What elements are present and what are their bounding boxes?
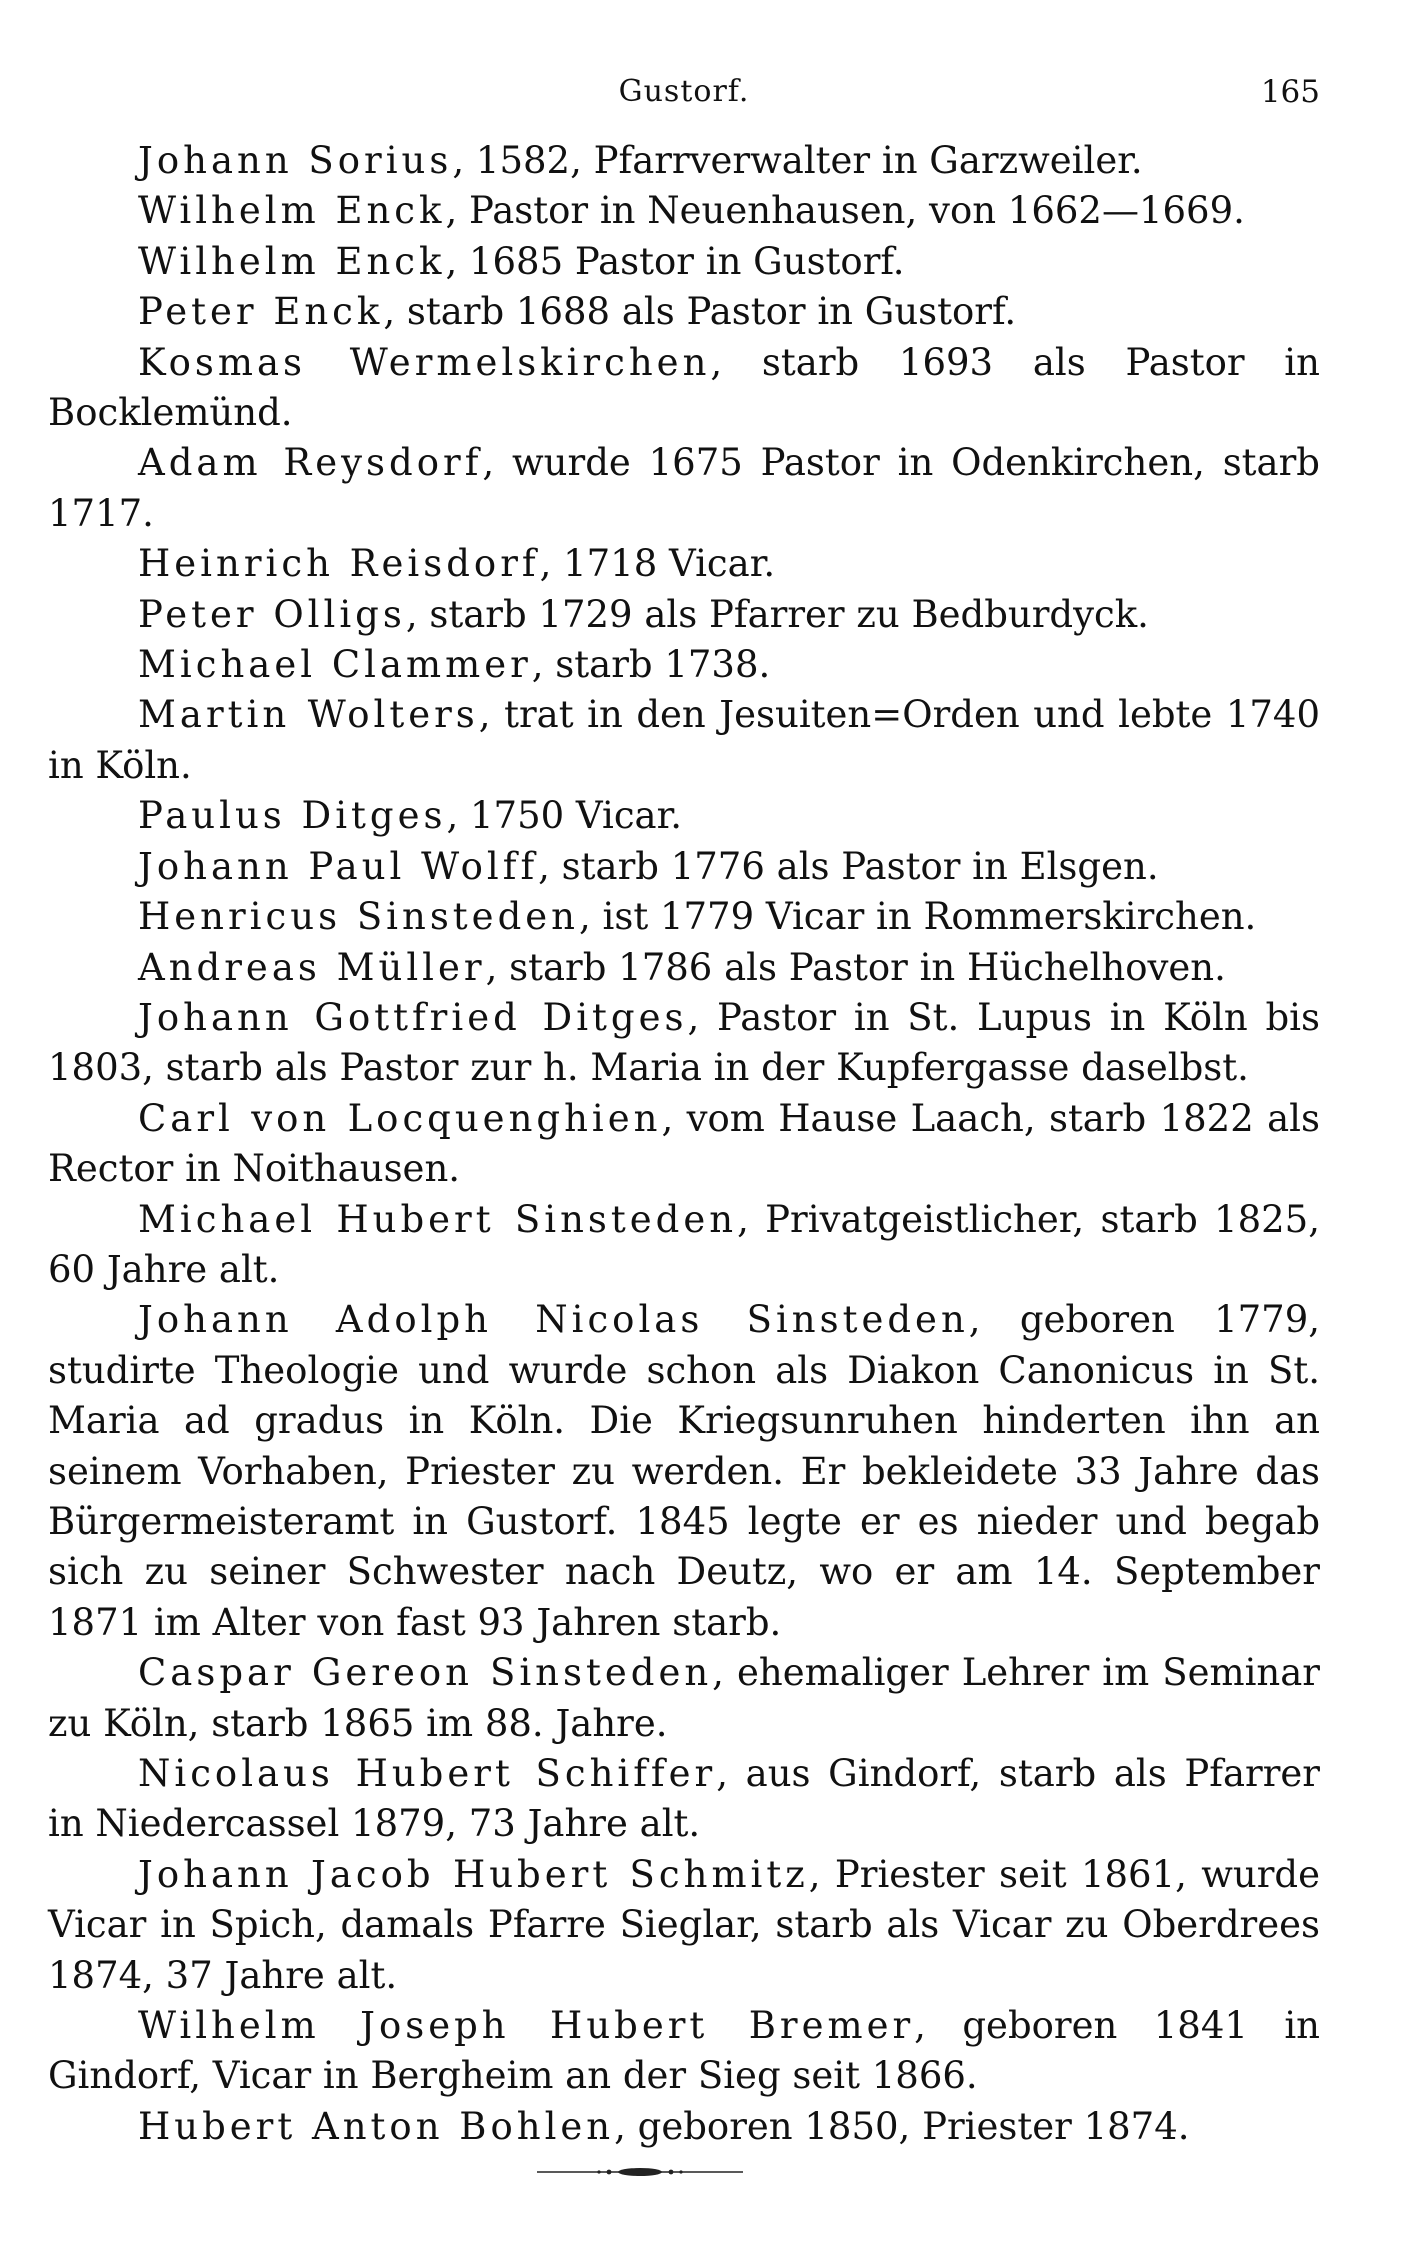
person-name: Adam Reysdorf bbox=[138, 441, 483, 485]
list-item bbox=[48, 338, 1320, 439]
entry-text: , aus Gindorf, starb als Pfarrer in Niedercassel 1879, 73 Jahre alt. bbox=[48, 1752, 1320, 1846]
page-header bbox=[48, 74, 1320, 120]
person-name: Wilhelm Joseph Hubert Bremer bbox=[138, 2004, 915, 2048]
entry-list bbox=[48, 136, 1320, 2152]
entry-text: , starb 1693 als Pastor in Bocklemünd. bbox=[48, 340, 1320, 435]
list-item bbox=[48, 1850, 1320, 2001]
end-ornament bbox=[537, 2165, 743, 2179]
person-name: Peter Enck bbox=[138, 290, 384, 334]
person-name: Andreas Müller bbox=[138, 945, 486, 989]
entry-text: , 1750 Vicar. bbox=[446, 794, 682, 838]
person-name: Johann Adolph Nicolas Sinsteden bbox=[138, 1298, 969, 1342]
entry-text: , ehemaliger Lehrer im Seminar zu Köln, starb 1865 im 88. Jahre. bbox=[48, 1651, 1320, 1745]
person-name: Nicolaus Hubert Schiffer bbox=[138, 1752, 717, 1795]
entry-text: , Pastor in Neuenhausen, von 1662—1669. bbox=[445, 189, 1245, 233]
entry-text: , starb 1738. bbox=[531, 643, 771, 687]
entry-text: , Pastor in St. Lupus in Köln bis 1803, starb als Pastor zur h. Maria in der Kupfergasse daselbst. bbox=[48, 995, 1320, 1090]
entry-text: , 1685 Pastor in Gustorf. bbox=[445, 239, 905, 283]
entry-text: , starb 1688 als Pastor in Gustorf. bbox=[383, 290, 1017, 334]
person-name: Johann Gottfried Ditges bbox=[138, 995, 688, 1039]
list-item bbox=[48, 287, 1320, 337]
entry-text: , Priester seit 1861, wurde Vicar in Spich, damals Pfarre Sieglar, starb als Vicar zu Oberdrees 1874, 37 Jahre alt. bbox=[48, 1852, 1320, 1997]
list-item bbox=[48, 1094, 1320, 1195]
entry-text: , starb 1729 als Pfarrer zu Bedburdyck. bbox=[405, 592, 1149, 636]
entry-text: , trat in den Jesuiten=Orden und lebte 1740 in Köln. bbox=[48, 693, 1320, 787]
person-name: Henricus Sinsteden bbox=[138, 895, 579, 939]
list-item bbox=[48, 690, 1320, 791]
person-name: Carl von Locquenghien bbox=[138, 1096, 662, 1140]
list-item bbox=[48, 943, 1320, 993]
entry-text: , geboren 1779, studirte Theologie und wurde schon als Diakon Canonicus in St. Maria ad gradus in Köln. Die Kriegsunruhen hinderten ihn an seinem Vorhaben, Priester zu werden. Er bekleidete 33 Jahre das Bürgermeisteramt in Gustorf. 1845 legte er es nieder und begab sich zu seiner Schwester nach Deutz, wo er am 14. September 1871 im Alter von fast 93 Jahren starb. bbox=[48, 1298, 1320, 1644]
list-item bbox=[48, 539, 1320, 589]
person-name: Johann Paul Wolff bbox=[138, 844, 539, 888]
list-item bbox=[48, 1648, 1320, 1749]
list-item bbox=[48, 237, 1320, 287]
person-name: Johann Sorius bbox=[138, 139, 453, 182]
list-item bbox=[48, 136, 1320, 186]
person-name: Hubert Anton Bohlen bbox=[138, 2104, 615, 2148]
person-name: Wilhelm Enck bbox=[138, 189, 446, 233]
entry-text: , wurde 1675 Pastor in Odenkirchen, starb 1717. bbox=[48, 441, 1320, 535]
person-name: Johann Jacob Hubert Schmitz bbox=[138, 1852, 809, 1896]
list-item bbox=[48, 993, 1320, 1094]
page-number: 165 bbox=[1260, 74, 1320, 110]
list-item bbox=[48, 186, 1320, 236]
person-name: Peter Olligs bbox=[138, 592, 406, 636]
person-name: Kosmas Wermelskirchen bbox=[138, 340, 711, 384]
list-item bbox=[48, 2001, 1320, 2102]
person-name: Martin Wolters bbox=[138, 693, 479, 737]
list-item bbox=[48, 842, 1320, 892]
person-name: Caspar Gereon Sinsteden bbox=[138, 1651, 713, 1695]
list-item bbox=[48, 1749, 1320, 1850]
entry-text: , 1718 Vicar. bbox=[539, 542, 776, 586]
entry-text: , starb 1786 als Pastor in Hüchelhoven. bbox=[485, 945, 1226, 989]
list-item bbox=[48, 590, 1320, 640]
person-name: Heinrich Reisdorf bbox=[138, 542, 540, 586]
entry-text: , ist 1779 Vicar in Rommerskirchen. bbox=[579, 895, 1257, 939]
list-item bbox=[48, 1195, 1320, 1296]
entry-text: , geboren 1841 in Gindorf, Vicar in Bergheim an der Sieg seit 1866. bbox=[48, 2004, 1320, 2098]
list-item bbox=[48, 640, 1320, 690]
entry-text: , starb 1776 als Pastor in Elsgen. bbox=[538, 844, 1159, 888]
list-item bbox=[48, 791, 1320, 841]
list-item bbox=[48, 1295, 1320, 1648]
running-head: Gustorf. bbox=[618, 74, 750, 109]
list-item bbox=[48, 2102, 1320, 2152]
entry-text: , Privatgeistlicher, starb 1825, 60 Jahre alt. bbox=[48, 1197, 1320, 1291]
person-name: Wilhelm Enck bbox=[138, 239, 446, 283]
person-name: Michael Clammer bbox=[138, 643, 532, 687]
entry-text: , vom Hause Laach, starb 1822 als Rector in Noithausen. bbox=[48, 1096, 1320, 1191]
entry-text: , geboren 1850, Priester 1874. bbox=[614, 2104, 1190, 2148]
person-name: Michael Hubert Sinsteden bbox=[138, 1197, 738, 1241]
list-item bbox=[48, 892, 1320, 942]
entry-text: , 1582, Pfarrverwalter in Garzweiler. bbox=[452, 139, 1143, 182]
list-item bbox=[48, 438, 1320, 539]
person-name: Paulus Ditges bbox=[138, 794, 447, 838]
